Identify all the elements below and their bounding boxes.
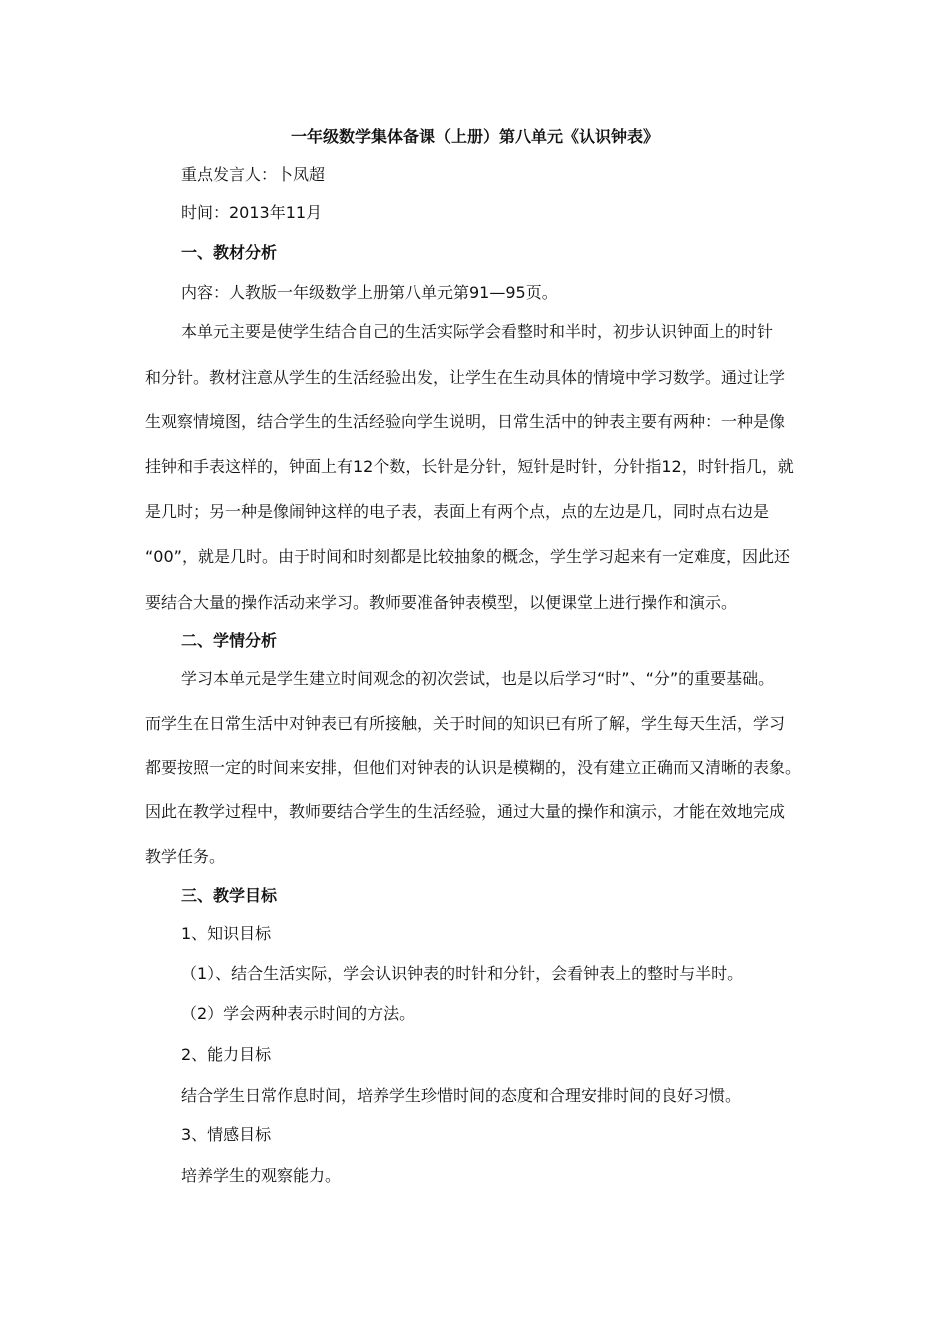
- section1-paragraph-line: 本单元主要是使学生结合自己的生活实际学会看整时和半时，初步认识钟面上的时针: [181, 322, 774, 341]
- knowledge-goal-item: （2）学会两种表示时间的方法。: [181, 1004, 416, 1023]
- ability-goal-text: 结合学生日常作息时间，培养学生珍惜时间的态度和合理安排时间的良好习惯。: [181, 1086, 742, 1105]
- section2-paragraph-line: 都要按照一定的时间来安排，但他们对钟表的认识是模糊的，没有建立正确而又清晰的表象。: [145, 758, 802, 777]
- knowledge-goal-item: （1）、结合生活实际，学会认识钟表的时针和分针，会看钟表上的整时与半时。: [181, 964, 744, 983]
- document-title: 一年级数学集体备课（上册）第八单元《认识钟表》: [290, 127, 659, 146]
- section1-paragraph-line: 和分针。教材注意从学生的生活经验出发，让学生在生动具体的情境中学习数学。通过让学: [145, 368, 786, 387]
- section2-paragraph-line: 教学任务。: [145, 847, 226, 866]
- emotion-goal-heading: 3、情感目标: [181, 1125, 272, 1144]
- section1-content: 内容：人教版一年级数学上册第八单元第91—95页。: [181, 283, 558, 302]
- section1-paragraph-line: “00”，就是几时。由于时间和时刻都是比较抽象的概念，学生学习起来有一定难度，因此还: [145, 547, 790, 566]
- section2-paragraph-line: 因此在教学过程中，教师要结合学生的生活经验，通过大量的操作和演示，才能在效地完成: [145, 802, 786, 821]
- section1-paragraph-line: 要结合大量的操作活动来学习。教师要准备钟表模型，以便课堂上进行操作和演示。: [145, 593, 738, 612]
- section3-heading: 三、教学目标: [181, 886, 278, 905]
- section1-paragraph-line: 挂钟和手表这样的，钟面上有12个数，长针是分针，短针是时针，分针指12，时针指几，就: [145, 457, 794, 476]
- section1-paragraph-line: 生观察情境图，结合学生的生活经验向学生说明，日常生活中的钟表主要有两种：一种是像: [145, 412, 786, 431]
- section2-paragraph-line: 学习本单元是学生建立时间观念的初次尝试，也是以后学习“时”、“分”的重要基础。: [181, 669, 775, 688]
- speaker-line: 重点发言人：卜凤超: [181, 165, 326, 184]
- section1-paragraph-line: 是几时；另一种是像闹钟这样的电子表，表面上有两个点，点的左边是几，同时点右边是: [145, 502, 770, 521]
- section2-heading: 二、学情分析: [181, 631, 278, 650]
- section2-paragraph-line: 而学生在日常生活中对钟表已有所接触，关于时间的知识已有所了解，学生每天生活，学习: [145, 714, 786, 733]
- ability-goal-heading: 2、能力目标: [181, 1045, 272, 1064]
- emotion-goal-text: 培养学生的观察能力。: [181, 1166, 342, 1185]
- time-line: 时间：2013年11月: [181, 203, 323, 222]
- knowledge-goal-heading: 1、知识目标: [181, 924, 272, 943]
- section1-heading: 一、教材分析: [181, 243, 278, 262]
